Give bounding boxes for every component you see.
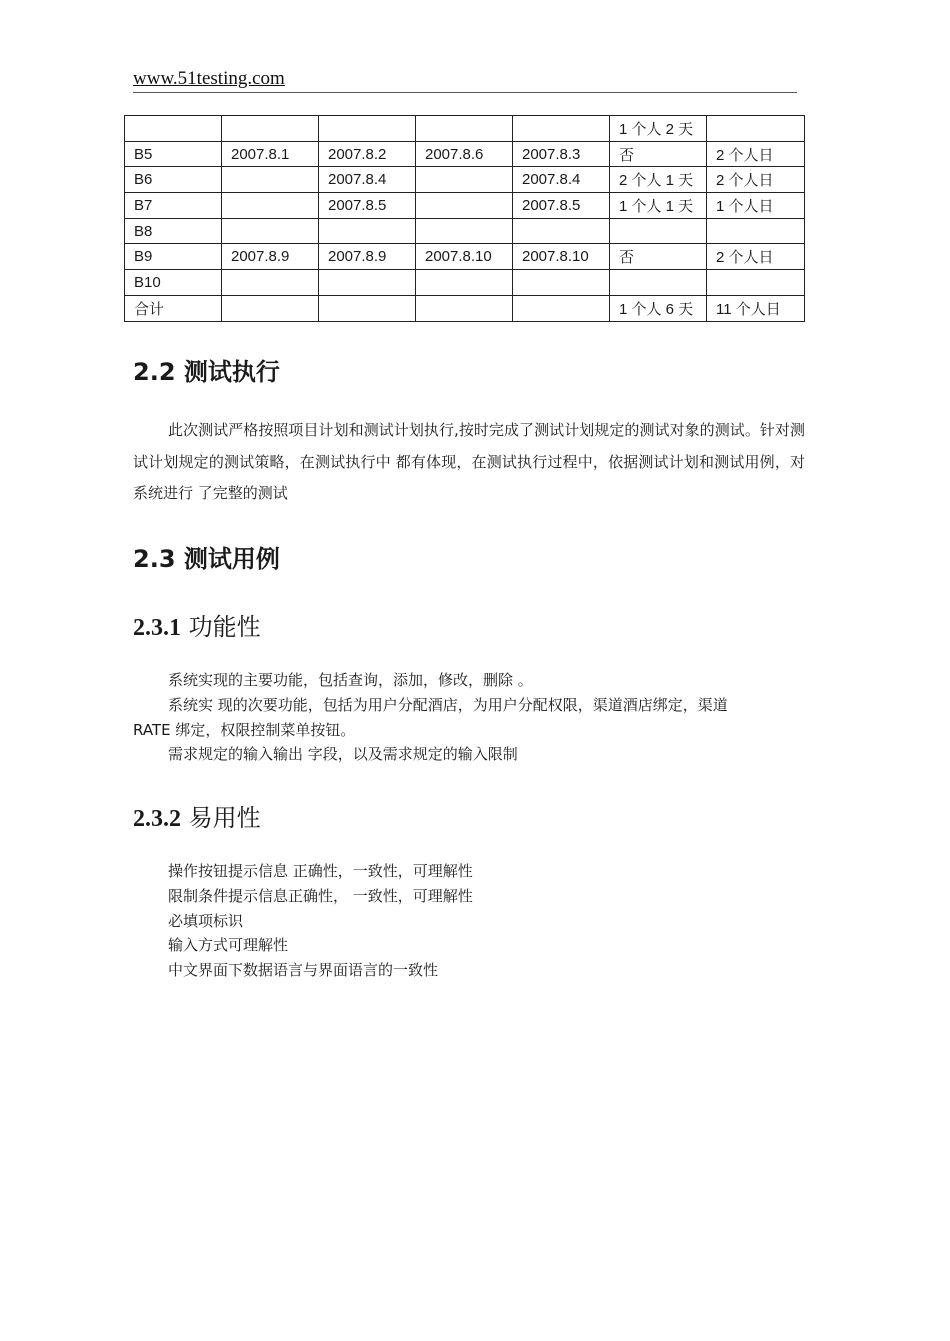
table-cell xyxy=(610,218,707,244)
table-cell xyxy=(222,116,319,142)
table-cell xyxy=(222,193,319,219)
table-cell xyxy=(416,270,513,296)
table-cell xyxy=(416,116,513,142)
table-cell xyxy=(416,295,513,321)
table-cell xyxy=(222,295,319,321)
table-cell xyxy=(707,116,805,142)
section-2-3-title: 2.3 测试用例 xyxy=(133,545,280,573)
section-2-2-paragraph: 此次测试严格按照项目计划和测试计划执行,按时完成了测试计划规定的测试对象的测试。针对测试计划规定的测试策略，在测试执行中 都有体现，在测试执行过程中，依据测试计划和测试用例，对系统进行 了完整的测试 xyxy=(133,421,805,502)
list-item: RATE 绑定，权限控制菜单按钮。 xyxy=(133,720,356,739)
table-cell xyxy=(416,218,513,244)
site-link[interactable]: www.51testing.com xyxy=(133,68,285,89)
table-cell: 2007.8.2 xyxy=(319,141,416,167)
list-item: 输入方式可理解性 xyxy=(168,936,289,955)
table-cell: 2 个人 1 天 xyxy=(610,167,707,193)
table-cell: 否 xyxy=(610,141,707,167)
table-row xyxy=(125,116,805,142)
list-item: 操作按钮提示信息 正确性，一致性，可理解性 xyxy=(168,862,473,880)
table-row xyxy=(125,295,805,321)
table-cell: 1 个人 2 天 xyxy=(610,116,707,142)
section-title: 功能性 xyxy=(188,613,261,641)
table-cell: 2 个人日 xyxy=(707,141,805,167)
table-cell: 2 个人日 xyxy=(707,244,805,270)
table-cell: B5 xyxy=(125,141,222,167)
table-cell: 2007.8.1 xyxy=(222,141,319,167)
table-cell: 2007.8.4 xyxy=(513,167,610,193)
functionality-list xyxy=(133,668,805,767)
table-cell xyxy=(513,218,610,244)
table-cell: B6 xyxy=(125,167,222,193)
table-cell xyxy=(416,193,513,219)
table-cell: 否 xyxy=(610,244,707,270)
table-cell xyxy=(319,116,416,142)
table-cell xyxy=(707,270,805,296)
table-cell: 1 个人 1 天 xyxy=(610,193,707,219)
table-cell xyxy=(125,116,222,142)
table-cell xyxy=(222,218,319,244)
table-cell xyxy=(707,218,805,244)
table-cell xyxy=(513,270,610,296)
section-2-3-1-heading xyxy=(133,607,261,642)
table-cell: B8 xyxy=(125,218,222,244)
table-cell: 2007.8.10 xyxy=(513,244,610,270)
table-cell: 1 个人 6 天 xyxy=(610,295,707,321)
table-cell xyxy=(610,270,707,296)
table-row xyxy=(125,167,805,193)
list-item: 必填项标识 xyxy=(168,911,244,930)
table-cell: B7 xyxy=(125,193,222,219)
table-cell xyxy=(513,116,610,142)
section-2-3-2-heading xyxy=(133,798,261,833)
section-title: 易用性 xyxy=(188,804,261,832)
table-cell: 2007.8.9 xyxy=(222,244,319,270)
table-cell: 合计 xyxy=(125,295,222,321)
table-row xyxy=(125,141,805,167)
table-cell xyxy=(319,295,416,321)
section-2-2-title: 2.2 测试执行 xyxy=(133,358,280,386)
table-cell: 2007.8.4 xyxy=(319,167,416,193)
table-cell: 2007.8.5 xyxy=(319,193,416,219)
table-cell: 1 个人日 xyxy=(707,193,805,219)
table-cell xyxy=(319,270,416,296)
table-row xyxy=(125,244,805,270)
list-item: 限制条件提示信息正确性， 一致性，可理解性 xyxy=(168,886,473,905)
list-item: 系统实 现的次要功能，包括为用户分配酒店，为用户分配权限，渠道酒店绑定，渠道 xyxy=(168,695,728,714)
table-cell: 2007.8.5 xyxy=(513,193,610,219)
section-number: 2.3.2 xyxy=(133,806,181,832)
table-cell: 11 个人日 xyxy=(707,295,805,321)
table-cell: 2007.8.10 xyxy=(416,244,513,270)
table-cell: B9 xyxy=(125,244,222,270)
table-row xyxy=(125,193,805,219)
table-cell: 2007.8.3 xyxy=(513,141,610,167)
schedule-table xyxy=(124,115,805,322)
table-cell xyxy=(319,218,416,244)
table-row xyxy=(125,270,805,296)
section-number: 2.3.1 xyxy=(133,615,181,641)
table-row xyxy=(125,218,805,244)
table-cell: 2007.8.9 xyxy=(319,244,416,270)
table-cell xyxy=(416,167,513,193)
table-cell: B10 xyxy=(125,270,222,296)
table-cell xyxy=(222,270,319,296)
table-cell xyxy=(513,295,610,321)
usability-list xyxy=(168,859,473,983)
table-cell xyxy=(222,167,319,193)
page-header xyxy=(133,66,797,93)
list-item: 需求规定的输入输出 字段，以及需求规定的输入限制 xyxy=(168,745,518,764)
list-item: 系统实现的主要功能，包括查询，添加，修改，删除 。 xyxy=(168,671,533,689)
table-cell: 2007.8.6 xyxy=(416,141,513,167)
list-item: 中文界面下数据语言与界面语言的一致性 xyxy=(168,961,439,980)
table-cell: 2 个人日 xyxy=(707,167,805,193)
